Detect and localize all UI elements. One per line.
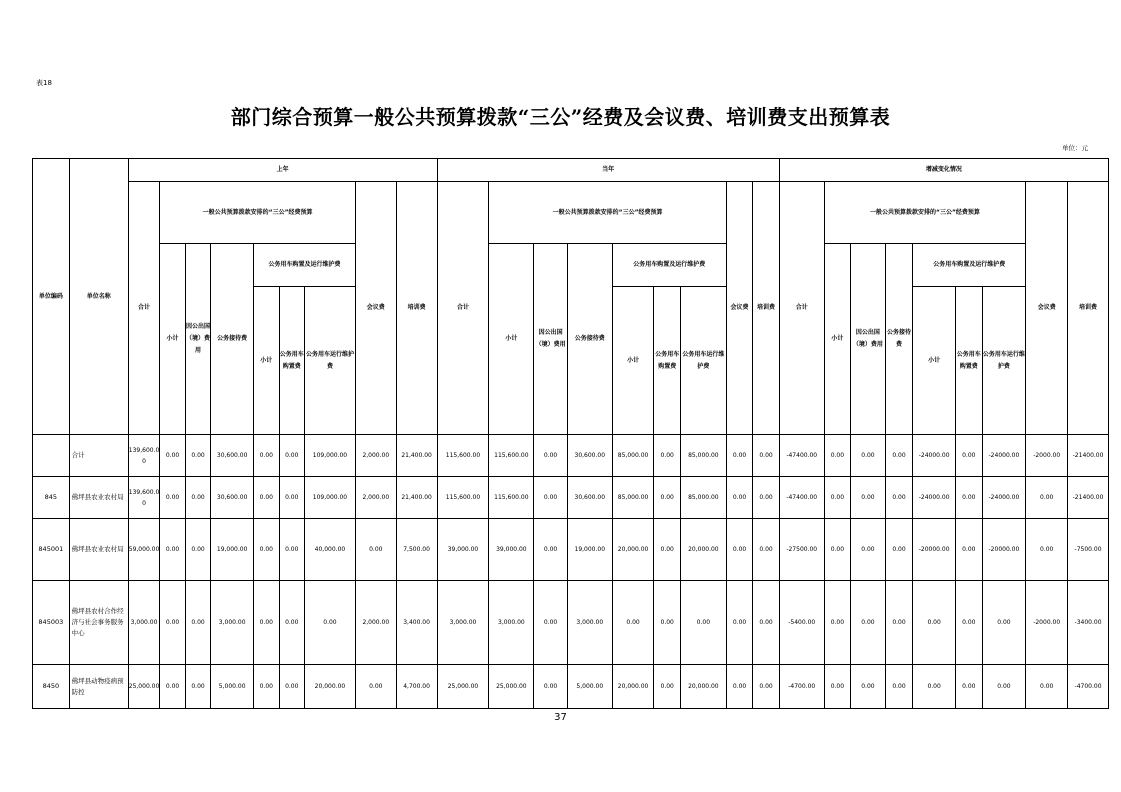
value-cell: 0.00 — [726, 581, 752, 665]
value-cell: 59,000.00 — [128, 519, 160, 581]
value-cell: 109,000.00 — [304, 477, 355, 519]
value-cell: 4,700.00 — [396, 665, 437, 709]
unit-code-cell: 8450 — [33, 665, 70, 709]
header-vehicle: 公务用车购置及运行维护费 — [913, 244, 1026, 287]
unit-name-cell: 佛坪县动物疫病预防控 — [69, 665, 128, 709]
value-cell: 3,000.00 — [211, 581, 254, 665]
header-vehicle-maint: 公务用车运行维护费 — [982, 287, 1026, 435]
value-cell: 20,000.00 — [612, 665, 654, 709]
table-row — [33, 477, 1109, 519]
value-cell: 0.00 — [355, 665, 396, 709]
header-change: 增减变化情况 — [779, 159, 1108, 182]
value-cell: 0.00 — [982, 665, 1026, 709]
value-cell: 19,000.00 — [567, 519, 612, 581]
header-subtotal: 小计 — [489, 244, 534, 435]
value-cell: 0.00 — [185, 581, 210, 665]
value-cell: -20000.00 — [913, 519, 956, 581]
budget-table — [32, 158, 1109, 709]
value-cell: 0.00 — [160, 519, 185, 581]
value-cell: 0.00 — [982, 581, 1026, 665]
value-cell: -7500.00 — [1068, 519, 1109, 581]
value-cell: 21,400.00 — [396, 477, 437, 519]
value-cell: 0.00 — [753, 435, 780, 477]
value-cell: 19,000.00 — [211, 519, 254, 581]
value-cell: 3,000.00 — [489, 581, 534, 665]
header-subtotal: 小计 — [254, 287, 279, 435]
header-vehicle-maint: 公务用车运行维护费 — [304, 287, 355, 435]
unit-code-cell: 845003 — [33, 581, 70, 665]
value-cell: 0.00 — [355, 519, 396, 581]
value-cell: 20,000.00 — [680, 665, 726, 709]
value-cell: 0.00 — [851, 435, 886, 477]
value-cell: 20,000.00 — [612, 519, 654, 581]
value-cell: 0.00 — [654, 519, 680, 581]
header-vehicle-purchase: 公务用车购置费 — [654, 287, 680, 435]
header-subtotal: 小计 — [612, 287, 654, 435]
value-cell: 3,000.00 — [437, 581, 489, 665]
header-subtotal: 小计 — [824, 244, 850, 435]
value-cell: -5400.00 — [779, 581, 824, 665]
value-cell: 109,000.00 — [304, 435, 355, 477]
header-reception: 公务接待费 — [567, 244, 612, 435]
header-vehicle-maint: 公务用车运行维护费 — [680, 287, 726, 435]
value-cell: 39,000.00 — [489, 519, 534, 581]
value-cell: 0.00 — [534, 477, 568, 519]
value-cell: 25,000.00 — [437, 665, 489, 709]
value-cell: 139,600.00 — [128, 435, 160, 477]
page-title: 部门综合预算一般公共预算拨款“三公”经费及会议费、培训费支出预算表 — [230, 105, 891, 129]
value-cell: 0.00 — [956, 665, 982, 709]
value-cell: 0.00 — [851, 519, 886, 581]
value-cell: 0.00 — [654, 581, 680, 665]
value-cell: 0.00 — [956, 477, 982, 519]
header-abroad: 因公出国（境）费用 — [185, 244, 210, 435]
value-cell: 2,000.00 — [355, 477, 396, 519]
unit-code-cell: 845 — [33, 477, 70, 519]
value-cell: 3,400.00 — [396, 581, 437, 665]
header-unit-name: 单位名称 — [69, 159, 128, 435]
value-cell: 0.00 — [824, 581, 850, 665]
value-cell: 30,600.00 — [211, 477, 254, 519]
value-cell: 30,600.00 — [567, 435, 612, 477]
value-cell: 0.00 — [279, 519, 304, 581]
value-cell: 0.00 — [956, 519, 982, 581]
value-cell: 0.00 — [654, 665, 680, 709]
value-cell: -47400.00 — [779, 477, 824, 519]
value-cell: -20000.00 — [982, 519, 1026, 581]
header-total: 合计 — [437, 182, 489, 435]
value-cell: 0.00 — [885, 435, 913, 477]
value-cell: 0.00 — [753, 665, 780, 709]
value-cell: 0.00 — [254, 581, 279, 665]
value-cell: 115,600.00 — [437, 435, 489, 477]
value-cell: 0.00 — [726, 665, 752, 709]
header-subtotal: 小计 — [913, 287, 956, 435]
value-cell: 0.00 — [254, 519, 279, 581]
value-cell: 3,000.00 — [567, 581, 612, 665]
header-meeting: 会议费 — [726, 182, 752, 435]
value-cell: 0.00 — [654, 477, 680, 519]
header-total: 合计 — [128, 182, 160, 435]
header-curr-year: 当年 — [437, 159, 779, 182]
page-number: 37 — [554, 712, 567, 723]
value-cell: 0.00 — [185, 477, 210, 519]
value-cell: 0.00 — [160, 581, 185, 665]
value-cell: 0.00 — [160, 435, 185, 477]
value-cell: 0.00 — [726, 477, 752, 519]
value-cell: -24000.00 — [913, 435, 956, 477]
value-cell: 0.00 — [824, 477, 850, 519]
value-cell: 0.00 — [885, 519, 913, 581]
value-cell: 7,500.00 — [396, 519, 437, 581]
header-sangong: 一般公共预算拨款安排的“三公”经费预算 — [489, 182, 726, 244]
table-body — [33, 435, 1109, 709]
value-cell: 0.00 — [279, 435, 304, 477]
value-cell: -4700.00 — [779, 665, 824, 709]
value-cell: 0.00 — [534, 519, 568, 581]
value-cell: 0.00 — [254, 665, 279, 709]
value-cell: 0.00 — [824, 665, 850, 709]
header-abroad: 因公出国（境）费用 — [851, 244, 886, 435]
value-cell: 0.00 — [726, 519, 752, 581]
value-cell: 85,000.00 — [680, 435, 726, 477]
header-training: 培训费 — [1068, 182, 1109, 435]
value-cell: 0.00 — [185, 519, 210, 581]
value-cell: 0.00 — [612, 581, 654, 665]
table-row — [33, 519, 1109, 581]
value-cell: 0.00 — [160, 665, 185, 709]
value-cell: 0.00 — [254, 477, 279, 519]
header-reception: 公务接待费 — [211, 244, 254, 435]
value-cell: 0.00 — [851, 477, 886, 519]
value-cell: 0.00 — [654, 435, 680, 477]
value-cell: 30,600.00 — [211, 435, 254, 477]
value-cell: 20,000.00 — [680, 519, 726, 581]
value-cell: 0.00 — [885, 665, 913, 709]
header-subtotal: 小计 — [160, 244, 185, 435]
table-row — [33, 665, 1109, 709]
value-cell: 0.00 — [1026, 519, 1068, 581]
header-abroad: 因公出国（境）费用 — [534, 244, 568, 435]
value-cell: 115,600.00 — [489, 435, 534, 477]
value-cell: 0.00 — [885, 477, 913, 519]
value-cell: 85,000.00 — [680, 477, 726, 519]
value-cell: 115,600.00 — [437, 477, 489, 519]
value-cell: 0.00 — [534, 435, 568, 477]
value-cell: -47400.00 — [779, 435, 824, 477]
header-vehicle-purchase: 公务用车购置费 — [279, 287, 304, 435]
header-training: 培训费 — [753, 182, 780, 435]
unit-name-cell: 佛坪县农业农村局 — [69, 477, 128, 519]
value-cell: -2000.00 — [1026, 435, 1068, 477]
value-cell: 0.00 — [254, 435, 279, 477]
header-vehicle: 公务用车购置及运行维护费 — [254, 244, 356, 287]
value-cell: 0.00 — [824, 435, 850, 477]
value-cell: 0.00 — [726, 435, 752, 477]
value-cell: 40,000.00 — [304, 519, 355, 581]
value-cell: -27500.00 — [779, 519, 824, 581]
header-prev-year: 上年 — [128, 159, 437, 182]
value-cell: 0.00 — [913, 665, 956, 709]
value-cell: 0.00 — [753, 519, 780, 581]
value-cell: 0.00 — [534, 581, 568, 665]
value-cell: 0.00 — [885, 581, 913, 665]
unit-label: 单位：元 — [1062, 144, 1088, 152]
value-cell: 85,000.00 — [612, 435, 654, 477]
value-cell: 20,000.00 — [304, 665, 355, 709]
header-total: 合计 — [779, 182, 824, 435]
unit-name-cell: 合计 — [69, 435, 128, 477]
header-meeting: 会议费 — [1026, 182, 1068, 435]
value-cell: 2,000.00 — [355, 435, 396, 477]
value-cell: 0.00 — [279, 477, 304, 519]
value-cell: 0.00 — [185, 665, 210, 709]
header-vehicle-purchase: 公务用车购置费 — [956, 287, 982, 435]
unit-code-cell: 845001 — [33, 519, 70, 581]
value-cell: 0.00 — [304, 581, 355, 665]
value-cell: 0.00 — [185, 435, 210, 477]
value-cell: 3,000.00 — [128, 581, 160, 665]
value-cell: 0.00 — [824, 519, 850, 581]
value-cell: -24000.00 — [982, 477, 1026, 519]
value-cell: 0.00 — [279, 665, 304, 709]
header-reception: 公务接待费 — [885, 244, 913, 435]
value-cell: -24000.00 — [982, 435, 1026, 477]
table-row — [33, 581, 1109, 665]
value-cell: 0.00 — [1026, 665, 1068, 709]
value-cell: 0.00 — [534, 665, 568, 709]
value-cell: 0.00 — [913, 581, 956, 665]
value-cell: -2000.00 — [1026, 581, 1068, 665]
value-cell: -3400.00 — [1068, 581, 1109, 665]
header-sangong: 一般公共预算拨款安排的“三公”经费预算 — [824, 182, 1026, 244]
value-cell: 5,000.00 — [567, 665, 612, 709]
value-cell: 39,000.00 — [437, 519, 489, 581]
value-cell: -4700.00 — [1068, 665, 1109, 709]
header-vehicle: 公务用车购置及运行维护费 — [612, 244, 726, 287]
header-unit-code: 单位编码 — [33, 159, 70, 435]
header-training: 培训费 — [396, 182, 437, 435]
value-cell: 2,000.00 — [355, 581, 396, 665]
table-tag: 表18 — [36, 79, 52, 87]
value-cell: 0.00 — [753, 477, 780, 519]
value-cell: 0.00 — [851, 665, 886, 709]
unit-name-cell: 佛坪县农村合作经济与社会事务服务中心 — [69, 581, 128, 665]
value-cell: 0.00 — [753, 581, 780, 665]
value-cell: 115,600.00 — [489, 477, 534, 519]
value-cell: 0.00 — [1026, 477, 1068, 519]
value-cell: 0.00 — [851, 581, 886, 665]
value-cell: -24000.00 — [913, 477, 956, 519]
value-cell: 0.00 — [680, 581, 726, 665]
header-sangong: 一般公共预算拨款安排的“三公”经费预算 — [160, 182, 356, 244]
value-cell: -21400.00 — [1068, 477, 1109, 519]
value-cell: 0.00 — [956, 581, 982, 665]
value-cell: 30,600.00 — [567, 477, 612, 519]
value-cell: 25,000.00 — [128, 665, 160, 709]
value-cell: -21400.00 — [1068, 435, 1109, 477]
unit-name-cell: 佛坪县农业农村局 — [69, 519, 128, 581]
header-meeting: 会议费 — [355, 182, 396, 435]
value-cell: 139,600.00 — [128, 477, 160, 519]
table-row — [33, 435, 1109, 477]
value-cell: 5,000.00 — [211, 665, 254, 709]
value-cell: 85,000.00 — [612, 477, 654, 519]
value-cell: 21,400.00 — [396, 435, 437, 477]
value-cell: 0.00 — [956, 435, 982, 477]
value-cell: 0.00 — [279, 581, 304, 665]
unit-code-cell — [33, 435, 70, 477]
value-cell: 25,000.00 — [489, 665, 534, 709]
value-cell: 0.00 — [160, 477, 185, 519]
